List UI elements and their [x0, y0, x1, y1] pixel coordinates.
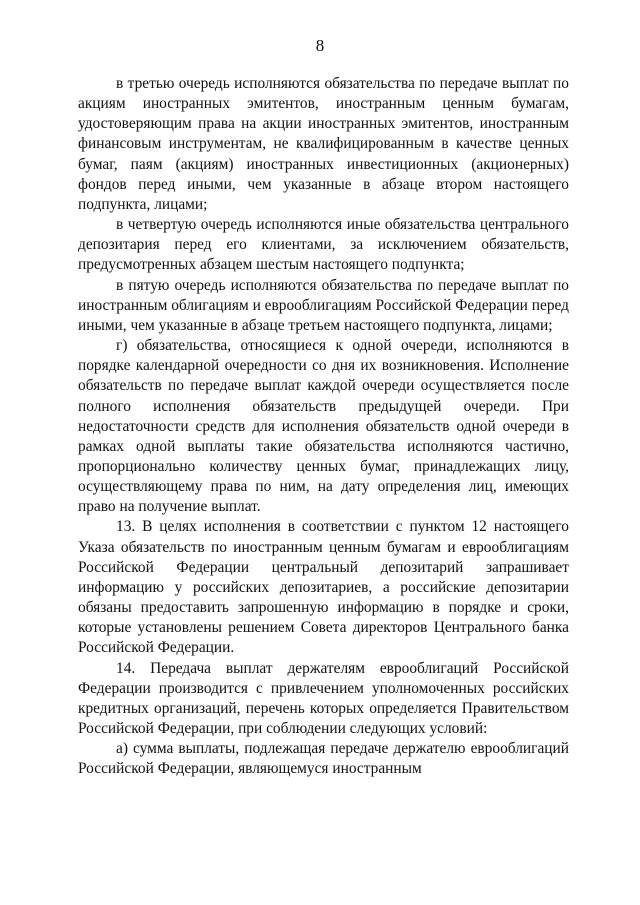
document-body: [78, 74, 569, 779]
paragraph-clause-13: 13. В целях исполнения в соответствии с пунктом 12 настоящего Указа обязательств по иностранным ценным бумагам и еврооблигациям Российской Федерации центральный депозитарий запрашивает информацию у российских депозитариев, а российские депозитарии обязаны предоставить запрошенную информацию в порядке и сроки, которые установлены решением Совета директоров Центрального банка Российской Федерации.: [78, 518, 569, 657]
paragraph-clause-14: 14. Передача выплат держателям еврооблигаций Российской Федерации производится с привлечением уполномоченных российских кредитных организаций, перечень которых определяется Правительством Российской Федерации, при соблюдении следующих условий:: [78, 659, 569, 737]
paragraph-subitem-g: г) обязательства, относящиеся к одной очереди, исполняются в порядке календарной очередности со дня их возникновения. Исполнение обязательств по передаче выплат каждой очереди осуществляется после полного исполнения обязательств предыдущей очереди. При недостаточности средств для исполнения обязательств одной очереди в рамках одной выплаты такие обязательства исполняются частично, пропорционально количеству ценных бумаг, принадлежащих лицу, осуществляющему права по ним, на дату определения лиц, имеющих право на получение выплат.: [78, 337, 569, 516]
page-number: 8: [315, 36, 325, 55]
paragraph-fifth-priority: в пятую очередь исполняются обязательства по передаче выплат по иностранным облигациям и еврооблигациям Российской Федерации перед иными, чем указанные в абзаце третьем настоящего подпункта, лицами;: [78, 276, 569, 334]
paragraph-third-priority: в третью очередь исполняются обязательства по передаче выплат по акциям иностранных эмитентов, иностранным ценным бумагам, удостоверяющим права на акции иностранных эмитентов, иностранным финансовым инструментам, не квалифицированным в качестве ценных бумаг, паям (акциям) иностранных инвестиционных (акционерных) фондов перед иными, чем указанные в абзаце втором настоящего подпункта, лицами;: [78, 75, 569, 213]
paragraph-fourth-priority: в четвертую очередь исполняются иные обязательства центрального депозитария перед его клиентами, за исключением обязательств, предусмотренных абзацем шестым настоящего подпункта;: [78, 216, 569, 274]
paragraph-subitem-a: а) сумма выплаты, подлежащая передаче держателю еврооблигаций Российской Федерации, являющемуся иностранным: [78, 740, 569, 778]
